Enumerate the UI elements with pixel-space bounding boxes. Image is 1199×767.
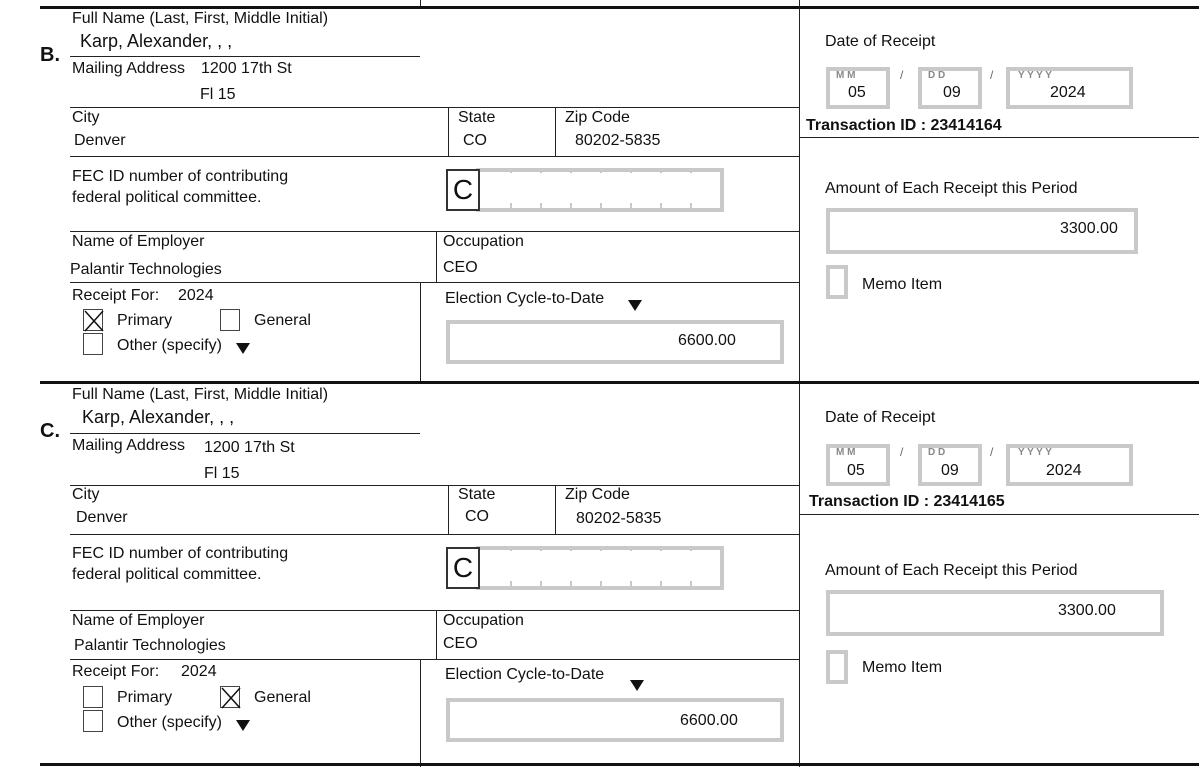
- receipt-for-label: Receipt For:: [72, 663, 160, 680]
- full-name-label: Full Name (Last, First, Middle Initial): [72, 386, 329, 403]
- full-name-label: Full Name (Last, First, Middle Initial): [72, 10, 329, 27]
- transaction-id: Transaction ID : 23414164: [806, 117, 1002, 134]
- amount-value: 3300.00: [1058, 602, 1116, 619]
- city-value: Denver: [76, 509, 128, 526]
- entry-letter: C.: [40, 420, 60, 442]
- state-value: CO: [463, 132, 487, 149]
- amount-value: 3300.00: [1060, 220, 1118, 237]
- entry-b: Full Name (Last, First, Middle Initial) Karp, Alexander, , , B. Mailing Address 1200 17th St Fl 15 City Denver State CO Zip Code 80202-5835 FEC ID number of contributing federal political committee. C Name of Employer Palantir Technologies Occupation CEO Receipt For: 2024 Primary General Other (specify) Election Cycle-to-Date 6600.00 Date of Receipt M M 05 / D D 09 / Y Y Y Y 2024 Transaction ID : 23414164 Amount of Each Receipt this Period 3300.00 Memo Item: [0, 0, 1199, 383]
- other-label: Other (specify): [117, 337, 222, 354]
- checked-x-icon: [221, 687, 241, 709]
- election-cycle-value: 6600.00: [678, 332, 736, 349]
- occupation-label: Occupation: [443, 233, 524, 250]
- day-value: 09: [941, 462, 959, 479]
- zip-value: 80202-5835: [576, 510, 662, 527]
- fec-id-label-2: federal political committee.: [72, 189, 262, 206]
- transaction-id: Transaction ID : 23414165: [809, 493, 1005, 510]
- amount-label: Amount of Each Receipt this Period: [825, 180, 1078, 197]
- receipt-for-year: 2024: [178, 287, 214, 304]
- date-of-receipt-label: Date of Receipt: [825, 409, 936, 426]
- state-value: CO: [465, 508, 489, 525]
- memo-label: Memo Item: [862, 276, 943, 293]
- address-line1: 1200 17th St: [204, 439, 295, 456]
- election-cycle-label: Election Cycle-to-Date: [445, 666, 605, 683]
- address-line2: Fl 15: [200, 86, 236, 103]
- year-value: 2024: [1046, 462, 1082, 479]
- employer-value: Palantir Technologies: [70, 261, 222, 278]
- state-label: State: [458, 486, 496, 503]
- arrow-down-icon: [236, 720, 250, 731]
- primary-checkbox[interactable]: [83, 686, 103, 708]
- general-checkbox[interactable]: [220, 686, 240, 708]
- memo-checkbox[interactable]: [826, 650, 848, 684]
- receipt-for-year: 2024: [181, 663, 217, 680]
- full-name-value: Karp, Alexander, , ,: [82, 407, 235, 427]
- full-name-value: Karp, Alexander, , ,: [80, 31, 233, 51]
- other-label: Other (specify): [117, 714, 222, 731]
- general-label: General: [254, 312, 311, 329]
- year-value: 2024: [1050, 84, 1086, 101]
- employer-value: Palantir Technologies: [74, 637, 226, 654]
- date-of-receipt-label: Date of Receipt: [825, 33, 936, 50]
- other-checkbox[interactable]: [83, 710, 103, 732]
- primary-label: Primary: [117, 689, 173, 706]
- month-value: 05: [847, 462, 865, 479]
- state-label: State: [458, 109, 496, 126]
- city-value: Denver: [74, 132, 126, 149]
- address-line2: Fl 15: [204, 465, 240, 482]
- mailing-address-label: Mailing Address: [72, 437, 185, 454]
- fec-id-prefix: C: [446, 169, 480, 211]
- city-label: City: [72, 486, 100, 503]
- election-cycle-value: 6600.00: [680, 712, 738, 729]
- receipt-for-label: Receipt For:: [72, 287, 160, 304]
- zip-value: 80202-5835: [575, 132, 661, 149]
- bottom-border: [40, 763, 1199, 766]
- fec-id-prefix: C: [446, 547, 480, 589]
- primary-label: Primary: [117, 312, 173, 329]
- fec-id-label-1: FEC ID number of contributing: [72, 168, 289, 185]
- zip-label: Zip Code: [565, 486, 630, 503]
- employer-label: Name of Employer: [72, 612, 205, 629]
- memo-label: Memo Item: [862, 659, 943, 676]
- fec-id-label-1: FEC ID number of contributing: [72, 545, 289, 562]
- entry-letter: B.: [40, 44, 60, 66]
- city-label: City: [72, 109, 100, 126]
- mailing-address-label: Mailing Address: [72, 60, 185, 77]
- day-value: 09: [943, 84, 961, 101]
- employer-label: Name of Employer: [72, 233, 205, 250]
- amount-label: Amount of Each Receipt this Period: [825, 562, 1078, 579]
- arrow-down-icon: [630, 680, 644, 691]
- zip-label: Zip Code: [565, 109, 630, 126]
- occupation-value: CEO: [443, 259, 478, 276]
- fec-id-label-2: federal political committee.: [72, 566, 262, 583]
- entry-c: Full Name (Last, First, Middle Initial) Karp, Alexander, , , C. Mailing Address 1200 17th St Fl 15 City Denver State CO Zip Code 80202-5835 FEC ID number of contributing federal political committee. C Name of Employer Palantir Technologies Occupation CEO Receipt For: 2024 Primary General Other (specify) Election Cycle-to-Date 6600.00 Date of Receipt M M 05 / D D 09 / Y Y Y Y 2024 Transaction ID : 23414165 Amount of Each Receipt this Period 3300.00 Memo Item: [0, 0, 1199, 767]
- election-cycle-label: Election Cycle-to-Date: [445, 290, 605, 307]
- occupation-value: CEO: [443, 635, 478, 652]
- address-line1: 1200 17th St: [201, 60, 292, 77]
- occupation-label: Occupation: [443, 612, 524, 629]
- general-label: General: [254, 689, 311, 706]
- month-value: 05: [848, 84, 866, 101]
